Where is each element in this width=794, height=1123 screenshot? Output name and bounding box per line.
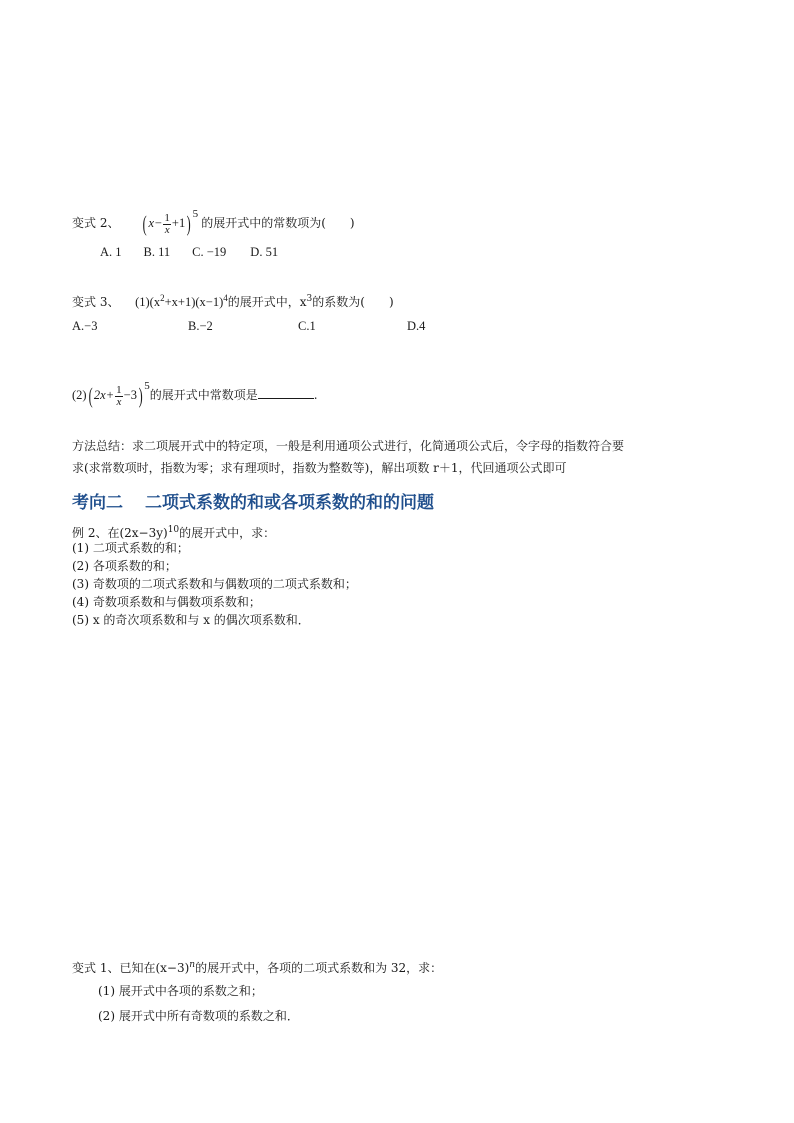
variant-2-question [72, 206, 355, 236]
variant-1-intro: 变式 1、已知在$(x-3)^n$的展开式中，各项的二项式系数和为 32，求： [72, 960, 443, 975]
method-summary-line-2: 求(求常数项时，指数为零；求有理项时，指数为整数等)，解出项数 r＋1，代回通项公式即可 [72, 461, 567, 475]
section-title: 二项式系数的和或各项系数的和的问题 [145, 493, 434, 513]
option-d: D.4 [407, 319, 426, 333]
example-2-intro: 例 2、在$(2x-3y)^{10}$的展开式中，求： [72, 525, 276, 540]
variant-1-item-1: (1) 展开式中各项的系数之和； [98, 984, 263, 998]
option-d: D. 51 [250, 245, 279, 259]
variant-2-expression: ( x− $\frac{1}{x}$ +1) 5 [142, 208, 199, 237]
variant-3-expression: $(1)(x^2+x+1)(x-1)^4$ [135, 293, 228, 309]
fraction: $\frac{1}{x}$ [164, 211, 170, 236]
example-2-item-4: (4) 奇数项系数和与偶数项系数和； [72, 595, 261, 609]
example-2-item-5: (5) x 的奇次项系数和与 x 的偶次项系数和． [72, 613, 310, 627]
example-2-item-1: (1) 二项式系数的和； [72, 541, 189, 555]
example-2-item-2: (2) 各项系数的和； [72, 559, 177, 573]
section-number: 考向二 [72, 493, 123, 513]
fraction: $\frac{1}{x}$ [116, 383, 122, 408]
example-2-item-3: (3) 奇数项的二项式系数和与偶数项的二项式系数和； [72, 577, 357, 591]
option-b: B.−2 [188, 319, 213, 333]
method-summary-line-1: 方法总结：求二项展开式中的特定项，一般是利用通项公式进行，化简通项公式后，令字母的指数符合要 [72, 439, 625, 453]
variant-2-text: 的展开式中的常数项为( ) [201, 216, 355, 230]
section-heading [72, 488, 434, 513]
answer-blank [258, 387, 314, 399]
variant-2-options [100, 244, 278, 260]
variant-2-label: 变式 2、 [72, 216, 120, 230]
option-c: C.1 [298, 319, 316, 333]
variant-3-question: 变式 3、 $(1)(x^2+x+1)(x-1)^4$的展开式中，$x^3$的系数为( ) [72, 293, 394, 309]
variant-3-part-2-expression: ( 2x+ $\frac{1}{x}$ −3) 5 [88, 380, 150, 409]
option-a: A. 1 [100, 245, 122, 259]
option-b: B. 11 [143, 245, 171, 259]
option-c: C. −19 [192, 245, 227, 259]
variant-3-part-2: (2)( 2x+ $\frac{1}{x}$ −3) 5的展开式中常数项是 . [72, 380, 318, 409]
variant-1-item-2: (2) 展开式中所有奇数项的系数之和． [98, 1009, 299, 1023]
option-a: A.−3 [72, 319, 98, 333]
variant-3-label: 变式 3、 [72, 295, 120, 309]
